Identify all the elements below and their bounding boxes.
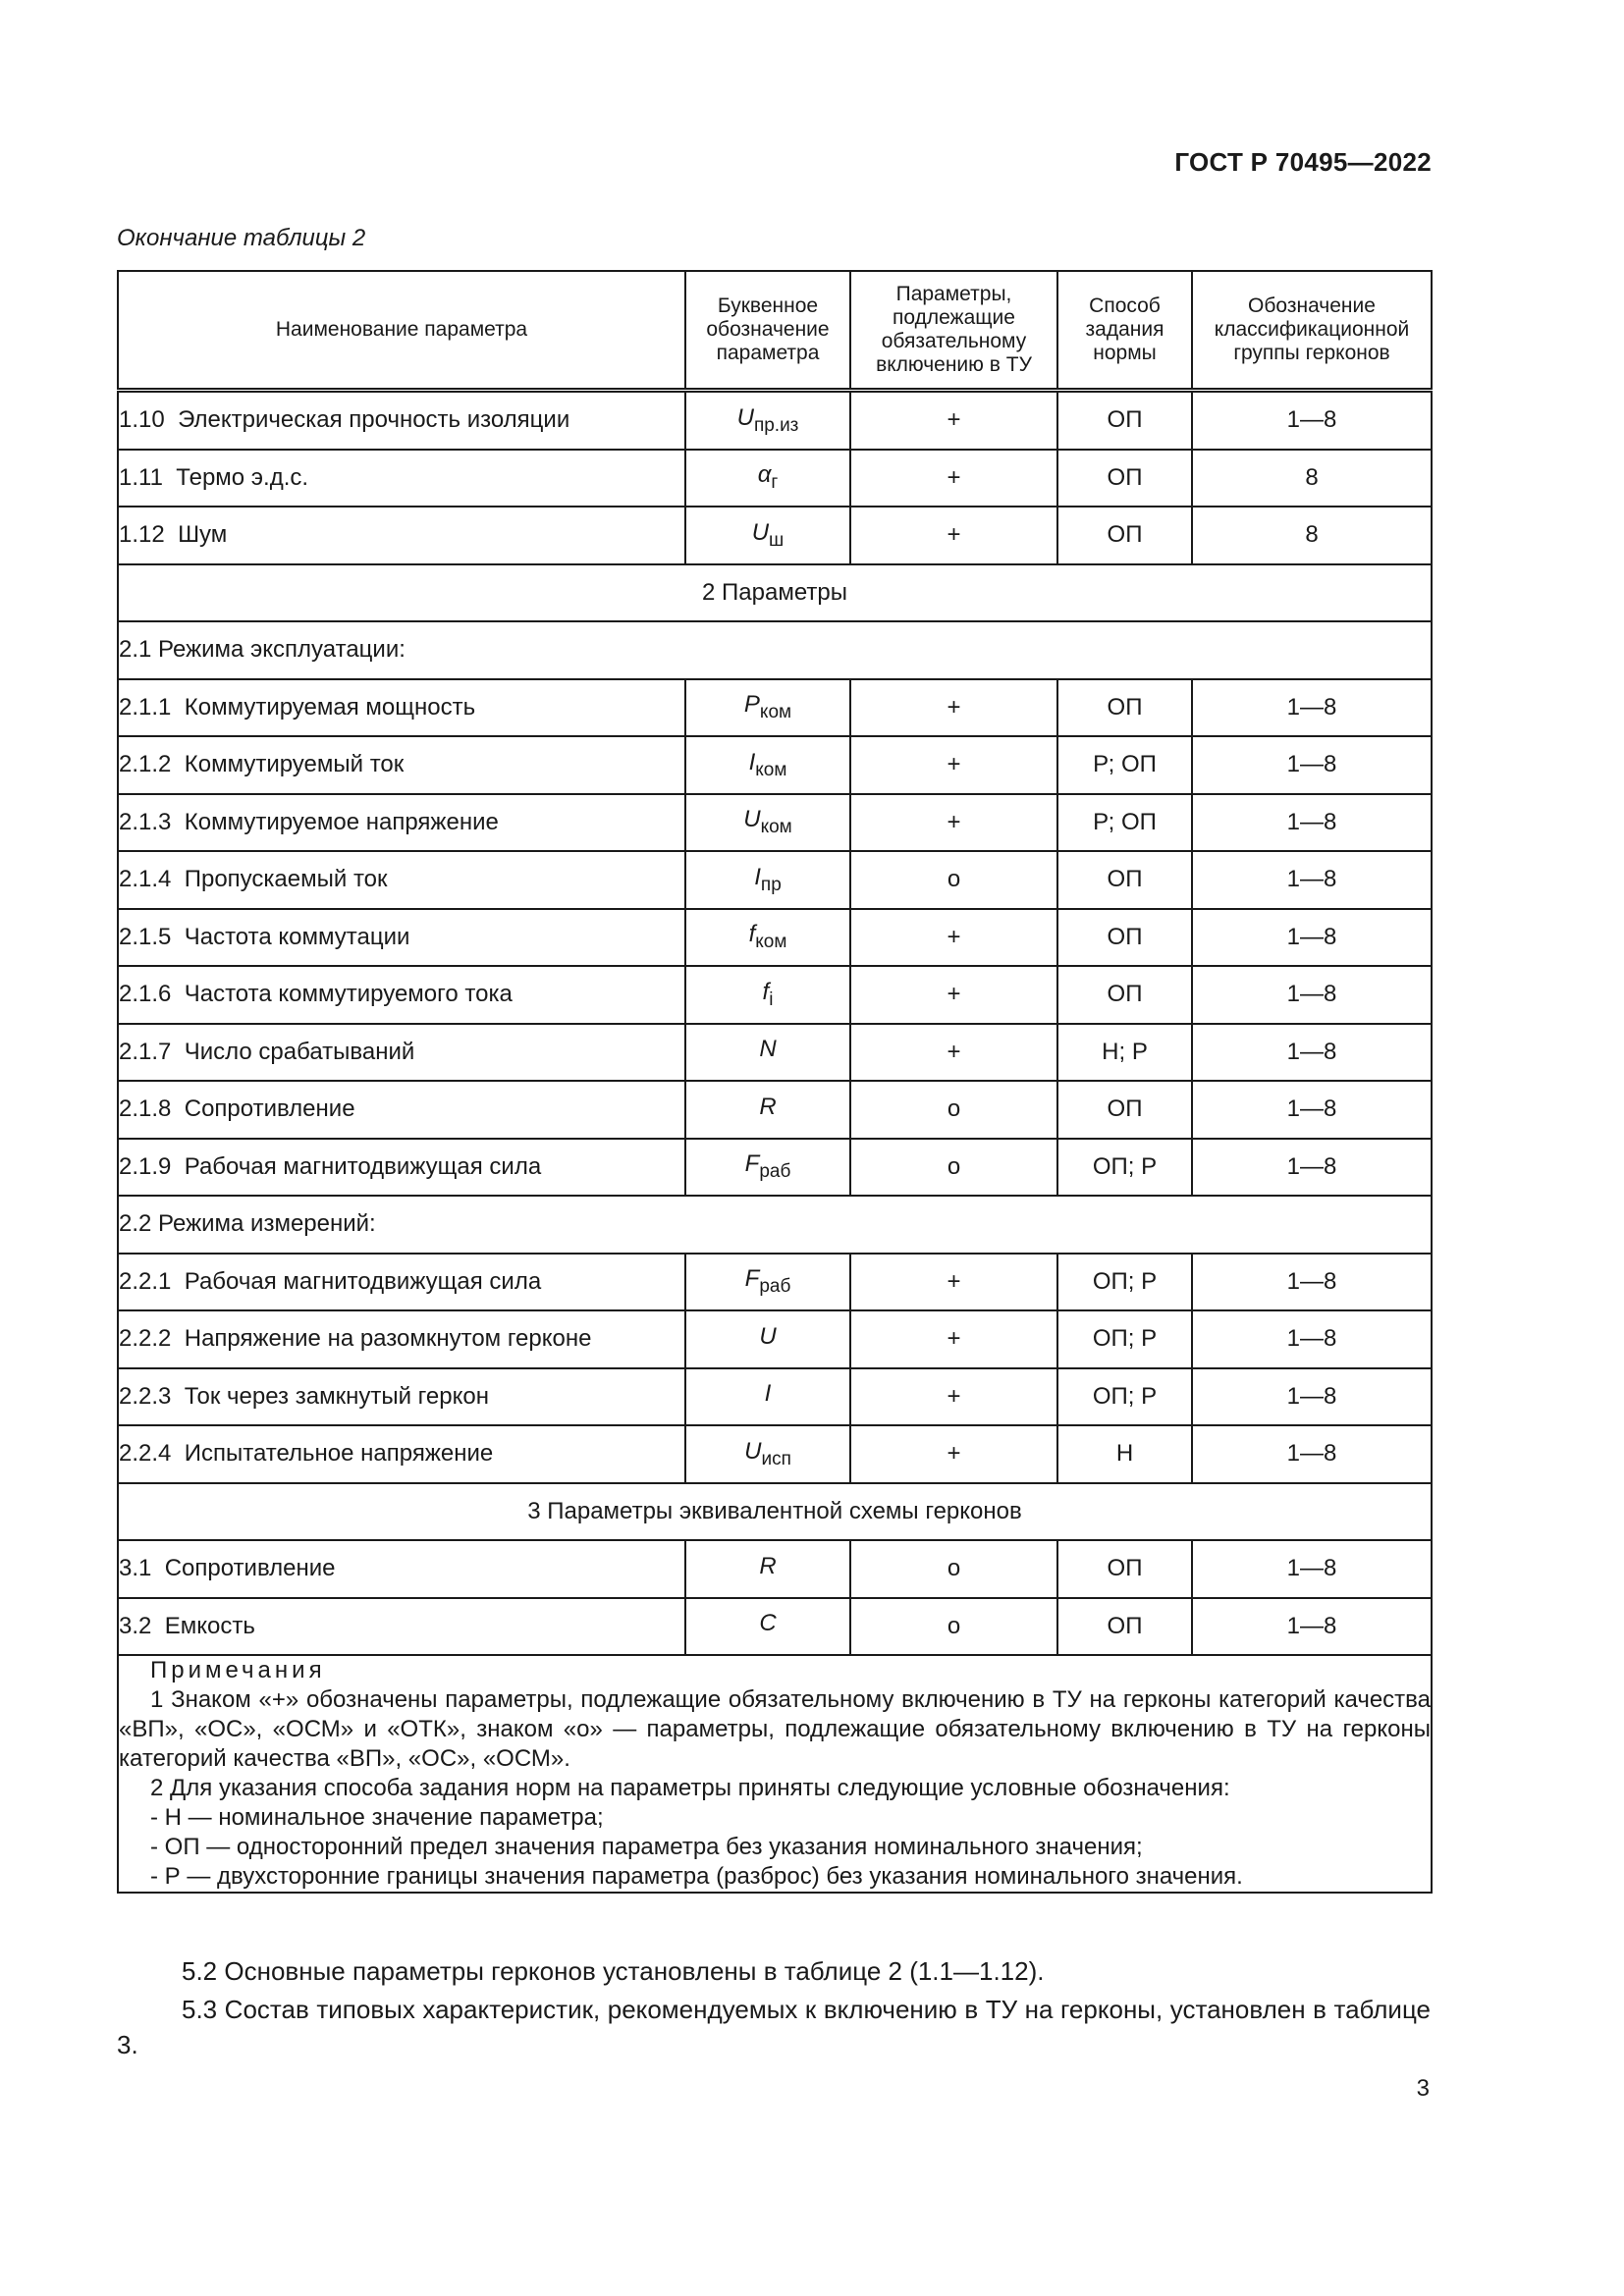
parameter-name: Емкость [164,1612,255,1639]
symbol-letter: R [759,1552,777,1579]
symbol-subscript: исп [761,1448,791,1469]
parameter-number: 2.1.8 [119,1095,172,1123]
inclusion-cell: + [850,794,1057,852]
parameter-name: Коммутируемая мощность [184,693,476,721]
inclusion-cell: + [850,679,1057,737]
parameter-name: Рабочая магнитодвижущая сила [184,1267,542,1295]
symbol-letter: f [762,978,770,1005]
table-row [118,1540,1432,1598]
parameter-name-cell [118,1254,685,1311]
symbol-cell [685,736,850,794]
norm-method-cell: ОП; Р [1057,1254,1192,1311]
group-cell: 8 [1192,450,1432,507]
parameter-name: Число срабатываний [184,1038,415,1065]
symbol-subscript: ком [759,702,792,723]
symbol-letter: I [748,748,756,775]
parameters-table [117,270,1433,1894]
group-cell: 1—8 [1192,909,1432,967]
parameter-name-cell [118,1139,685,1197]
group-cell: 1—8 [1192,1540,1432,1598]
parameter-number: 2.1.5 [119,923,172,950]
parameter-name: Коммутируемое напряжение [184,808,499,835]
subsection-heading: 2.2 Режима измерений: [118,1196,1432,1254]
document-id: ГОСТ Р 70495—2022 [1174,147,1432,177]
table-row [118,391,1432,450]
inclusion-cell: + [850,966,1057,1024]
norm-method-cell: Р; ОП [1057,794,1192,852]
group-cell: 1—8 [1192,1139,1432,1197]
table-row [118,679,1432,737]
symbol-cell [685,851,850,909]
symbol-subscript: ком [755,932,787,953]
parameter-number: 2.2.2 [119,1325,172,1353]
symbol-subscript: ком [760,817,792,838]
parameter-name-cell [118,794,685,852]
table-row [118,1368,1432,1426]
table-row [118,851,1432,909]
norm-method-cell: ОП [1057,909,1192,967]
column-header: Буквенное обозначение параметра [685,271,850,391]
parameter-number: 3.2 [119,1612,152,1639]
parameter-number: 2.1.7 [119,1038,172,1065]
parameter-number: 1.11 [119,463,163,491]
symbol-letter: U [744,1437,762,1465]
parameter-number: 2.1.1 [119,693,172,721]
parameter-name-cell [118,1310,685,1368]
group-cell: 1—8 [1192,1024,1432,1082]
group-cell: 1—8 [1192,1081,1432,1139]
column-header: Способ задания нормы [1057,271,1192,391]
norm-method-cell: ОП; Р [1057,1310,1192,1368]
symbol-subscript: i [769,988,774,1010]
symbol-letter: P [743,691,760,719]
group-cell: 1—8 [1192,391,1432,450]
parameter-name: Шум [178,521,228,549]
norm-method-cell: ОП; Р [1057,1368,1192,1426]
parameter-number: 1.12 [119,521,165,549]
table-row [118,909,1432,967]
symbol-cell [685,1024,850,1082]
inclusion-cell: + [850,1310,1057,1368]
symbol-letter: U [743,806,761,833]
group-cell: 1—8 [1192,1425,1432,1483]
table-row [118,1024,1432,1082]
parameter-name: Ток через замкнутый геркон [184,1382,489,1410]
symbol-cell [685,450,850,507]
parameter-number: 1.10 [119,406,165,434]
note-2: 2 Для указания способа задания норм на параметры приняты следующие условные обозначения: [150,1775,1230,1801]
table-row [118,1081,1432,1139]
inclusion-cell: о [850,1598,1057,1656]
inclusion-cell: + [850,1254,1057,1311]
symbol-subscript: г [771,472,779,494]
inclusion-cell: + [850,507,1057,564]
inclusion-cell: о [850,851,1057,909]
symbol-letter: U [736,403,754,431]
subsection-row [118,1196,1432,1254]
group-cell: 1—8 [1192,794,1432,852]
symbol-subscript: пр [760,874,782,895]
subsection-row [118,621,1432,679]
section-heading: 2 Параметры [118,564,1432,622]
norm-method-cell: ОП [1057,1081,1192,1139]
norm-method-cell: ОП; Р [1057,1139,1192,1197]
norm-method-cell: Р; ОП [1057,736,1192,794]
table-header-row [118,271,1432,391]
parameter-name: Электрическая прочность изоляции [178,406,570,434]
table-row [118,507,1432,564]
norm-method-cell: ОП [1057,679,1192,737]
norm-method-cell: ОП [1057,1598,1192,1656]
table-row [118,1254,1432,1311]
symbol-subscript: раб [759,1161,791,1183]
parameter-name-cell [118,1081,685,1139]
symbol-cell [685,679,850,737]
inclusion-cell: о [850,1081,1057,1139]
parameter-name-cell [118,1024,685,1082]
column-header: Обозначение классификационной группы герконов [1192,271,1432,391]
note-item: - Р — двухсторонние границы значения параметра (разброс) без указания номинального значения. [150,1863,1243,1890]
column-header: Наименование параметра [118,271,685,391]
parameter-name: Коммутируемый ток [184,751,405,778]
notes-title: Примечания [150,1657,326,1683]
table-row [118,794,1432,852]
parameter-number: 2.1.4 [119,866,172,893]
inclusion-cell: + [850,1368,1057,1426]
parameter-name: Частота коммутации [184,923,410,950]
parameter-name-cell [118,966,685,1024]
symbol-letter: U [759,1322,777,1350]
subsection-heading: 2.1 Режима эксплуатации: [118,621,1432,679]
note-item: - ОП — односторонний предел значения параметра без указания номинального значения; [150,1834,1143,1860]
parameter-name-cell [118,450,685,507]
norm-method-cell: ОП [1057,450,1192,507]
norm-method-cell: Н [1057,1425,1192,1483]
table-row [118,1310,1432,1368]
table-row [118,1139,1432,1197]
norm-method-cell: ОП [1057,391,1192,450]
parameter-number: 2.1.6 [119,981,172,1008]
inclusion-cell: + [850,1425,1057,1483]
symbol-letter: α [757,461,772,489]
inclusion-cell: + [850,450,1057,507]
symbol-cell [685,1254,850,1311]
table-caption: Окончание таблицы 2 [117,225,366,251]
note-1: 1 Знаком «+» обозначены параметры, подлежащие обязательному включению в ТУ на герконы категорий качества «ВП», «ОС», «ОСМ» и «ОТК», знаком «о» — параметры, подлежащие обязательному включению в ТУ на герконы категорий качества «ВП», «ОС», «ОСМ». [119,1686,1431,1772]
table-row [118,966,1432,1024]
group-cell: 1—8 [1192,736,1432,794]
parameter-number: 2.2.3 [119,1382,172,1410]
parameter-name: Сопротивление [164,1555,336,1582]
symbol-subscript: раб [759,1276,791,1298]
symbol-subscript: ком [755,759,787,780]
symbol-letter: N [759,1036,777,1063]
symbol-cell [685,507,850,564]
group-cell: 1—8 [1192,1254,1432,1311]
group-cell: 1—8 [1192,966,1432,1024]
symbol-subscript: ш [769,529,785,551]
parameter-name: Испытательное напряжение [184,1440,494,1468]
inclusion-cell: о [850,1540,1057,1598]
parameter-number: 2.1.9 [119,1152,172,1180]
symbol-letter: I [754,863,761,890]
parameter-name: Напряжение на разомкнутом герконе [184,1325,592,1353]
symbol-letter: F [744,1150,760,1178]
symbol-cell [685,1139,850,1197]
symbol-letter: I [764,1380,772,1408]
parameter-name-cell [118,507,685,564]
symbol-cell [685,391,850,450]
parameter-name-cell [118,1540,685,1598]
note-item: - Н — номинальное значение параметра; [150,1804,604,1831]
parameter-number: 2.2.4 [119,1440,172,1468]
symbol-cell [685,909,850,967]
symbol-letter: U [751,518,770,546]
parameter-name-cell [118,1598,685,1656]
group-cell: 1—8 [1192,1310,1432,1368]
group-cell: 1—8 [1192,851,1432,909]
group-cell: 1—8 [1192,679,1432,737]
symbol-letter: f [748,921,756,948]
parameter-number: 2.1.3 [119,808,172,835]
parameter-number: 2.2.1 [119,1267,172,1295]
parameter-name: Пропускаемый ток [184,866,388,893]
symbol-cell [685,1540,850,1598]
parameter-name-cell [118,1425,685,1483]
norm-method-cell: ОП [1057,966,1192,1024]
parameter-name-cell [118,909,685,967]
parameter-name: Частота коммутируемого тока [184,981,513,1008]
symbol-cell [685,1425,850,1483]
inclusion-cell: + [850,1024,1057,1082]
symbol-cell [685,1368,850,1426]
paragraph-5-3: 5.3 Состав типовых характеристик, рекомендуемых к включению в ТУ на герконы, установлен в таблице 3. [117,1995,1431,2059]
symbol-cell [685,1081,850,1139]
parameter-name: Термо э.д.с. [176,463,309,491]
table-notes [118,1655,1432,1893]
parameter-name-cell [118,1368,685,1426]
page-number: 3 [1416,2075,1430,2102]
parameter-name: Рабочая магнитодвижущая сила [184,1152,542,1180]
symbol-letter: C [759,1610,777,1637]
section-row [118,1483,1432,1541]
table-row [118,1598,1432,1656]
group-cell: 8 [1192,507,1432,564]
symbol-cell [685,1598,850,1656]
symbol-cell [685,1310,850,1368]
symbol-letter: F [744,1265,760,1293]
table-row [118,736,1432,794]
notes-row [118,1655,1432,1893]
section-heading: 3 Параметры эквивалентной схемы герконов [118,1483,1432,1541]
inclusion-cell: + [850,909,1057,967]
symbol-letter: R [759,1093,777,1120]
group-cell: 1—8 [1192,1368,1432,1426]
inclusion-cell: о [850,1139,1057,1197]
table-row [118,450,1432,507]
parameter-name-cell [118,391,685,450]
parameter-name-cell [118,851,685,909]
parameter-name-cell [118,679,685,737]
norm-method-cell: Н; Р [1057,1024,1192,1082]
section-row [118,564,1432,622]
column-header: Параметры, подлежащие обязательному включению в ТУ [850,271,1057,391]
parameter-number: 3.1 [119,1555,152,1582]
parameter-name-cell [118,736,685,794]
symbol-cell [685,794,850,852]
norm-method-cell: ОП [1057,1540,1192,1598]
symbol-cell [685,966,850,1024]
paragraph-5-2: 5.2 Основные параметры герконов установлены в таблице 2 (1.1—1.12). [182,1956,1045,1986]
norm-method-cell: ОП [1057,851,1192,909]
group-cell: 1—8 [1192,1598,1432,1656]
norm-method-cell: ОП [1057,507,1192,564]
parameter-name: Сопротивление [184,1095,355,1123]
inclusion-cell: + [850,391,1057,450]
parameter-number: 2.1.2 [119,751,172,778]
table-row [118,1425,1432,1483]
symbol-subscript: пр.из [753,414,799,436]
inclusion-cell: + [850,736,1057,794]
